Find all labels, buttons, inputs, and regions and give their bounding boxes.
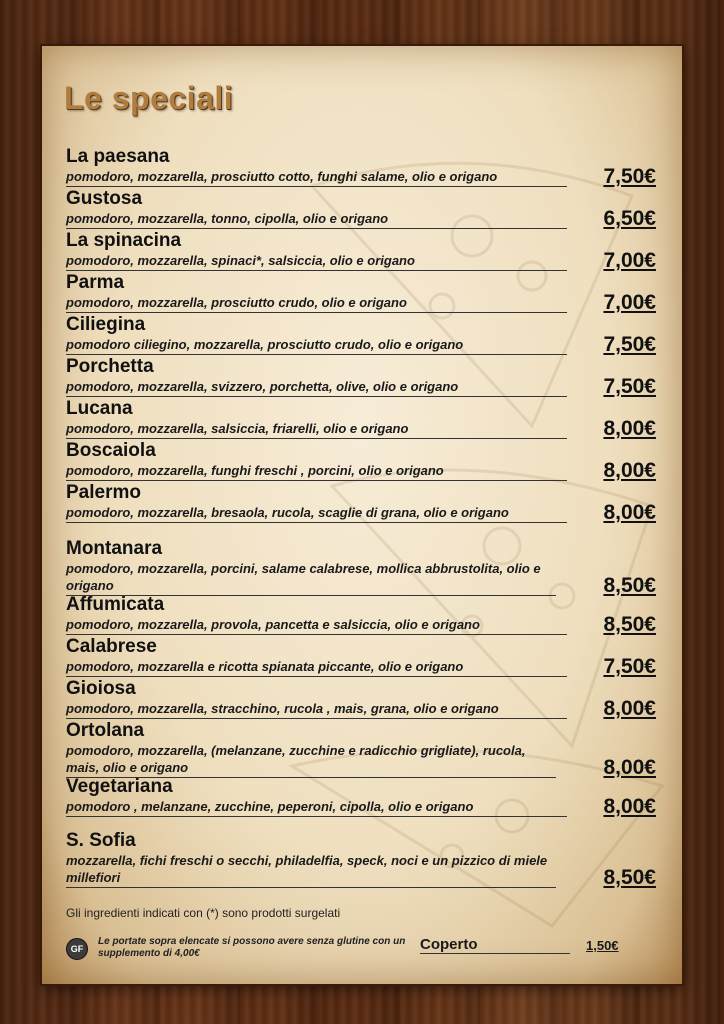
menu-item-price: 8,00€ [603,417,656,440]
menu-item-name: Gustosa [66,188,143,209]
menu-item-row [66,852,662,888]
menu-item-name: Boscaiola [66,440,156,461]
menu-item-name: Lucana [66,398,133,419]
menu-item-row [66,795,662,818]
menu-item-row [66,291,662,314]
menu-item [66,272,662,313]
menu-item-row [66,333,662,356]
menu-item-row [66,249,662,272]
menu-item [66,678,662,719]
menu-item [66,482,662,523]
menu-item [66,314,662,355]
menu-item-description: pomodoro, mozzarella, prosciutto crudo, olio e origano [66,294,567,313]
menu-item-description: pomodoro, mozzarella, bresaola, rucola, scaglie di grana, olio e origano [66,504,567,523]
menu-item-name: Gioiosa [66,678,136,699]
menu-item-name: Vegetariana [66,776,173,797]
menu-item-description: pomodoro, mozzarella, funghi freschi , porcini, olio e origano [66,462,567,481]
menu-item-price: 7,50€ [603,375,656,398]
menu-item-price: 7,00€ [603,291,656,314]
coperto-price: 1,50€ [586,938,619,953]
menu-item [66,538,662,596]
menu-item-row [66,375,662,398]
menu-item-description: pomodoro, mozzarella, provola, pancetta e salsiccia, olio e origano [66,616,567,635]
page-title: Le speciali [64,80,234,116]
menu-item-price: 8,00€ [603,795,656,818]
menu-item-row [66,207,662,230]
menu-item [66,230,662,271]
menu-item-price: 7,00€ [603,249,656,272]
menu-item-description: pomodoro, mozzarella, spinaci*, salsiccia, olio e origano [66,252,567,271]
menu-item-description: pomodoro, mozzarella, tonno, cipolla, olio e origano [66,210,567,229]
menu-item-name: Ortolana [66,720,145,741]
menu-item-name: Affumicata [66,594,165,615]
menu-item-row [66,560,662,596]
frozen-note: Gli ingredienti indicati con (*) sono prodotti surgelati [66,906,341,920]
menu-item-name: La spinacina [66,230,182,251]
menu-item [66,188,662,229]
menu-item-name: S. Sofia [66,830,136,851]
menu-item-description: pomodoro, mozzarella e ricotta spianata piccante, olio e origano [66,658,567,677]
menu-item-description: pomodoro, mozzarella, svizzero, porchetta, olive, olio e origano [66,378,567,397]
menu-item-price: 8,00€ [603,756,656,779]
menu-item-row [66,459,662,482]
menu-item-price: 7,50€ [603,655,656,678]
menu-item-row [66,165,662,188]
menu-item [66,720,662,778]
menu-item [66,356,662,397]
menu-item-description: pomodoro, mozzarella, porcini, salame calabrese, mollica abbrustolita, olio e origano [66,560,556,596]
menu-item-price: 6,50€ [603,207,656,230]
menu-item-name: Montanara [66,538,163,559]
menu-item-row [66,417,662,440]
menu-item [66,146,662,187]
menu-item-description: mozzarella, fichi freschi o secchi, philadelfia, speck, noci e un pizzico di miele millefiori [66,852,556,888]
menu-item [66,636,662,677]
menu-item-price: 7,50€ [603,165,656,188]
coperto-label: Coperto [420,936,570,954]
menu-item-price: 8,50€ [603,866,656,889]
menu-item-description: pomodoro, mozzarella, prosciutto cotto, funghi salame, olio e origano [66,168,567,187]
gluten-free-note: Le portate sopra elencate si possono avere senza glutine con un supplemento di 4,00€ [98,936,406,959]
menu-item-name: Parma [66,272,125,293]
menu-item-row [66,742,662,778]
menu-item-name: Ciliegina [66,314,146,335]
menu-item [66,398,662,439]
menu-item-price: 7,50€ [603,333,656,356]
menu-item-row [66,655,662,678]
menu-item-price: 8,50€ [603,613,656,636]
menu-item [66,594,662,635]
menu-item-description: pomodoro, mozzarella, (melanzane, zucchine e radicchio grigliate), rucola, mais, olio e origano [66,742,556,778]
menu-item [66,440,662,481]
menu-item-name: Palermo [66,482,141,503]
menu-item-row [66,613,662,636]
menu-item-row [66,697,662,720]
menu-item-price: 8,00€ [603,459,656,482]
menu-item-name: La paesana [66,146,170,167]
menu-item-name: Calabrese [66,636,157,657]
gluten-free-icon: GF [66,938,88,960]
menu-item-price: 8,00€ [603,501,656,524]
menu-item-price: 8,00€ [603,697,656,720]
menu-item-description: pomodoro, mozzarella, salsiccia, friarelli, olio e origano [66,420,567,439]
menu-item-description: pomodoro , melanzane, zucchine, peperoni, cipolla, olio e origano [66,798,567,817]
menu-item-price: 8,50€ [603,574,656,597]
menu-item-name: Porchetta [66,356,154,377]
menu-item [66,776,662,817]
menu-item-description: pomodoro ciliegino, mozzarella, prosciutto crudo, olio e origano [66,336,567,355]
menu-item [66,830,662,888]
menu-item-description: pomodoro, mozzarella, stracchino, rucola , mais, grana, olio e origano [66,700,567,719]
menu-item-row [66,501,662,524]
